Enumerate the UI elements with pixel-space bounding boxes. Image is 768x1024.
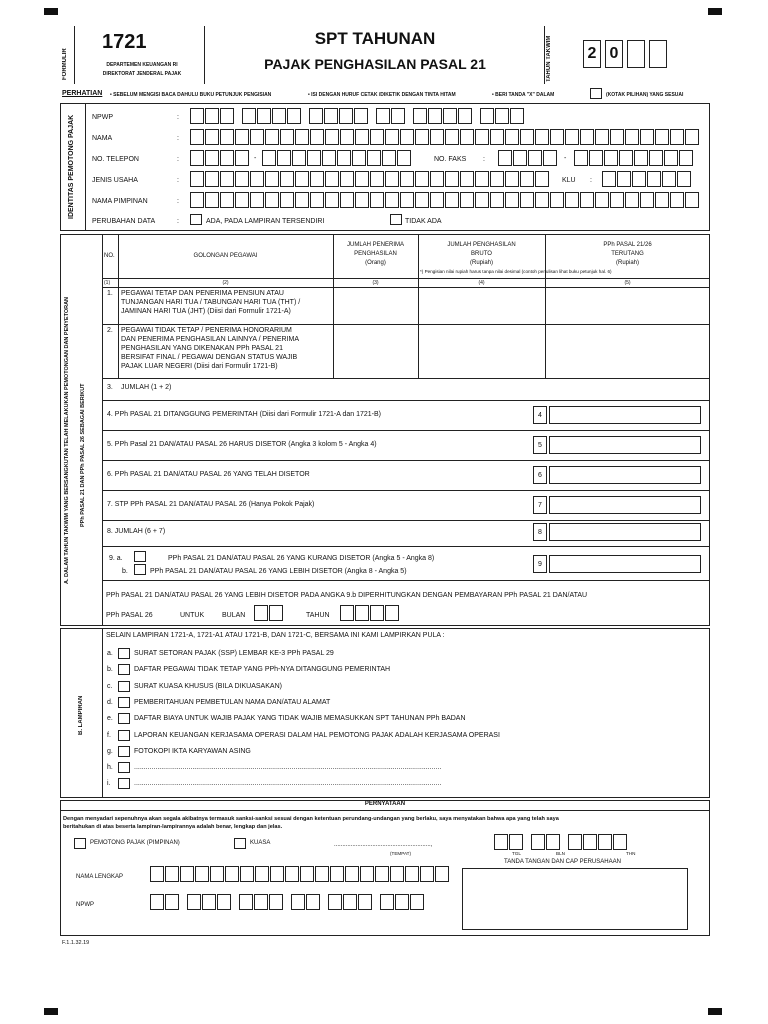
row9a-label: 9. a. (109, 555, 123, 562)
lampiran-item-checkbox[interactable] (118, 713, 130, 724)
row2-no: 2. (107, 327, 113, 334)
row3-text: JUMLAH (1 + 2) (121, 384, 172, 391)
col-penerima-1: JUMLAH PENERIMA (346, 242, 404, 248)
lebih-line1: PPh PASAL 21 DAN/ATAU PASAL 26 YANG LEBIH DISETOR PADA ANGKA 9.b DIPERHITUNGKAN DENGAN PEMBAYARAN PPh PASAL 21 DAN/ATAU (106, 592, 588, 599)
jenis-usaha-field[interactable] (190, 171, 550, 187)
formulir-label: FORMULIR (62, 48, 68, 80)
klu-label: KLU (562, 177, 576, 184)
year-digit-2[interactable] (605, 40, 623, 68)
row4-value[interactable] (549, 406, 701, 424)
tanggal-field[interactable] (494, 834, 628, 850)
telepon-number-field[interactable] (262, 150, 412, 166)
lebih-tahun-field[interactable] (340, 605, 400, 621)
col-pph-2: TERUTANG (611, 251, 644, 257)
ttd-label: TANDA TANGAN DAN CAP PERUSAHAAN (504, 859, 621, 865)
telepon-colon: : (177, 156, 179, 163)
pernyataan-title: PERNYATAAN (364, 801, 406, 807)
perhatian-item1: • SEBELUM MENGISI BACA DAHULU BUKU PETUNJUK PENGISIAN (110, 92, 272, 98)
row2-line2: DAN PENERIMA PENGHASILAN LAINNYA / PENERIMA (121, 336, 300, 343)
jenis-usaha-colon: : (177, 177, 179, 184)
ada-checkbox[interactable] (190, 214, 202, 225)
lampiran-item-key: d. (107, 698, 113, 706)
row9a-checkbox[interactable] (134, 551, 146, 562)
row9b-text: PPh PASAL 21 DAN/ATAU PASAL 26 YANG LEBIH DISETOR (Angka 8 - Angka 5) (150, 568, 407, 575)
pimpinan-field[interactable] (190, 192, 700, 208)
perhatian-sample-checkbox (590, 88, 602, 99)
col-penerima-3: (Orang) (365, 260, 386, 266)
row7-number (533, 496, 547, 514)
lebih-tahun: TAHUN (306, 612, 330, 619)
row7-value[interactable] (549, 496, 701, 514)
col-penghasilan-3: (Rupiah) (469, 260, 493, 266)
lampiran-item-label: FOTOKOPI IKTA KARYAWAN ASING (134, 747, 251, 755)
lampiran-item-label: SURAT KUASA KHUSUS (BILA DIKUASAKAN) (134, 682, 282, 690)
decimal-note: *) Pengisian nilai rupiah harus tanpa nilai desimal (contoh penulisan lihat buku petunjuk hal. 6) (420, 269, 612, 274)
year-digit-3[interactable] (627, 40, 645, 68)
perhatian-item3-text: BERI TANDA "X" DALAM (495, 92, 555, 98)
tahun-takwim-label: TAHUN TAKWIM (546, 35, 552, 82)
pernyataan-npwp-label: NPWP (76, 902, 94, 908)
year-digit-1-value: 2 (587, 45, 597, 62)
row9-number-value: 9 (538, 561, 542, 568)
lampiran-item-label: .............................................................................................................................................................. (134, 780, 442, 788)
row6-number-value: 6 (538, 472, 542, 479)
pimpinan-label: NAMA PIMPINAN (92, 198, 148, 205)
kuasa-label: KUASA (250, 840, 271, 846)
perhatian-label: PERHATIAN (62, 90, 103, 97)
tempat-label: (TEMPAT) (390, 851, 412, 856)
tgl-label: TGL (512, 851, 521, 856)
lampiran-item-checkbox[interactable] (118, 681, 130, 692)
lampiran-item-checkbox[interactable] (118, 730, 130, 741)
klu-colon: : (590, 177, 592, 184)
telepon-dash: - (254, 155, 257, 162)
dept-line1: DEPARTEMEN KEUANGAN RI (106, 62, 178, 68)
nama-field[interactable] (190, 129, 700, 145)
lampiran-item-key: a. (107, 650, 113, 657)
npwp-label: NPWP (92, 114, 113, 121)
ada-label: ADA, PADA LAMPIRAN TERSENDIRI (206, 218, 325, 225)
row5-text: 5. PPh Pasal 21 DAN/ATAU PASAL 26 HARUS DISETOR (Angka 3 kolom 5 - Angka 4) (107, 441, 377, 448)
row8-value[interactable] (549, 523, 701, 541)
pernyataan-npwp-field[interactable] (150, 894, 425, 910)
nama-lengkap-label: NAMA LENGKAP (76, 874, 124, 880)
row1-no: 1. (107, 290, 113, 297)
pernyataan-text2: beritahukan di atas beserta lampiran-lampirannya adalah benar, lengkap dan jelas. (63, 824, 283, 830)
nama-colon: : (177, 135, 179, 142)
lampiran-item-label: DAFTAR PEGAWAI TIDAK TETAP YANG PPh-NYA DITANGGUNG PEMERINTAH (134, 666, 391, 674)
row1-line2: TUNJANGAN HARI TUA / TABUNGAN HARI TUA (THT) / (121, 299, 301, 306)
idx-5: (5) (624, 280, 631, 286)
col-no: NO. (104, 253, 115, 259)
faks-area-field[interactable] (498, 150, 558, 166)
idx-4: (4) (478, 280, 485, 286)
page-subtitle: PAJAK PENGHASILAN PASAL 21 (264, 56, 486, 72)
row7-number-value: 7 (538, 502, 542, 509)
row8-number-value: 8 (538, 529, 542, 536)
row9b-label: b. (122, 568, 128, 575)
perubahan-colon: : (177, 218, 179, 225)
perhatian-item2-text: ISI DENGAN HURUF CETAK /DIKETIK DENGAN TINTA HITAM (311, 92, 456, 98)
row5-value[interactable] (549, 436, 701, 454)
tidak-ada-label: TIDAK ADA (405, 218, 442, 225)
footer-code: F.1.1.32.19 (62, 940, 90, 946)
row4-text: 4. PPh PASAL 21 DITANGGUNG PEMERINTAH (Diisi dari Formulir 1721-A dan 1721-B) (107, 411, 381, 418)
perubahan-label: PERUBAHAN DATA (92, 218, 156, 225)
col-penerima-2: PENGHASILAN (354, 251, 397, 257)
registration-mark-bottom-left (44, 1008, 58, 1015)
row9-value[interactable] (549, 555, 701, 573)
lampiran-item-checkbox[interactable] (118, 664, 130, 675)
idx-2: (2) (222, 280, 229, 286)
row5-number (533, 436, 547, 454)
registration-mark-top-right (708, 8, 722, 15)
row8-number (533, 523, 547, 541)
lampiran-intro: SELAIN LAMPIRAN 1721-A, 1721-A1 ATAU 1721-B, DAN 1721-C, BERSAMA INI KAMI LAMPIRKAN PULA : (106, 632, 445, 639)
lampiran-item-key: i. (107, 780, 111, 788)
registration-mark-top-left (44, 8, 58, 15)
npwp-field[interactable] (190, 108, 525, 124)
faks-label: NO. FAKS (434, 156, 467, 163)
telepon-area-field[interactable] (190, 150, 250, 166)
col-penghasilan-2: BRUTO (471, 251, 492, 257)
lebih-bulan-field[interactable] (254, 605, 284, 621)
row9-number (533, 555, 547, 573)
npwp-colon: : (177, 114, 179, 121)
lampiran-item-key: h. (107, 764, 113, 772)
lebih-untuk: UNTUK (180, 612, 205, 619)
form-header (60, 26, 710, 84)
telepon-label: NO. TELEPON (92, 156, 139, 163)
faks-colon: : (483, 156, 485, 163)
row4-number-value: 4 (538, 412, 542, 419)
perhatian-item3b: (KOTAK PILIHAN) YANG SESUAI (606, 92, 684, 98)
lampiran-item-checkbox[interactable] (118, 778, 130, 789)
col-pph-1: PPh PASAL 21/26 (603, 242, 652, 248)
row1-line3: JAMINAN HARI TUA (JHT) (Diisi dari Formulir 1721-A) (121, 308, 291, 315)
form-number: 1721 (102, 31, 147, 53)
row4-number (533, 406, 547, 424)
lampiran-item-label: LAPORAN KEUANGAN KERJASAMA OPERASI DALAM HAL PEMOTONG PAJAK ADALAH KERJASAMA OPERASI (134, 731, 500, 739)
section-b-side-label: B. LAMPIRAN (78, 695, 84, 735)
lampiran-item-checkbox[interactable] (118, 697, 130, 708)
row6-text: 6. PPh PASAL 21 DAN/ATAU PASAL 26 YANG TELAH DISETOR (107, 471, 310, 478)
row9a-text: PPh PASAL 21 DAN/ATAU PASAL 26 YANG KURANG DISETOR (Angka 5 - Angka 8) (168, 555, 435, 562)
pemotong-checkbox[interactable] (74, 838, 86, 849)
row9b-checkbox[interactable] (134, 564, 146, 575)
row2-line3: PENGHASILAN YANG DIKENAKAN PPh PASAL 21 (121, 345, 283, 352)
row2-line5: PAJAK LUAR NEGERI (Diisi dari Formulir 1721-B) (121, 363, 278, 370)
pimpinan-colon: : (177, 198, 179, 205)
pernyataan-text1: Dengan menyadari sepenuhnya akan segala akibatnya termasuk sanksi-sanksi sesuai dengan ketentuan perundang-undangan yang berlaku, saya menyatakan bahwa apa yang telah saya (63, 816, 559, 822)
klu-field[interactable] (602, 171, 692, 187)
lampiran-item-key: e. (107, 715, 113, 723)
bln-label: BLN (556, 851, 565, 856)
lampiran-item-key: b. (107, 666, 113, 674)
row2-line1: PEGAWAI TIDAK TETAP / PENERIMA HONORARIUM (121, 327, 292, 334)
nama-lengkap-field[interactable] (150, 866, 450, 882)
faks-dash: - (564, 155, 567, 162)
idx-1: (1) (104, 280, 111, 286)
row5-number-value: 5 (538, 442, 542, 449)
dept-line2: DIREKTORAT JENDERAL PAJAK (102, 71, 182, 77)
tempat-dots[interactable]: .........................................................., (334, 842, 433, 848)
year-digit-2-value: 0 (609, 45, 619, 62)
lebih-pph26: PPh PASAL 26 (106, 612, 153, 619)
signature-box[interactable] (462, 868, 688, 930)
faks-number-field[interactable] (574, 150, 694, 166)
lampiran-item-key: g. (107, 747, 113, 755)
col-pph-3: (Rupiah) (615, 260, 639, 266)
perhatian-item2: • ISI DENGAN HURUF CETAK /DIKETIK DENGAN TINTA HITAM (308, 92, 456, 98)
col-golongan: GOLONGAN PEGAWAI (193, 253, 258, 259)
lampiran-item-label: .............................................................................................................................................................. (134, 764, 442, 772)
lampiran-item-label: PEMBERITAHUAN PEMBETULAN NAMA DAN/ATAU ALAMAT (134, 698, 331, 706)
row2-line4: BERSIFAT FINAL / PEGAWAI DENGAN STATUS WAJIB (121, 354, 298, 361)
thn-label: THN (626, 851, 636, 856)
row6-value[interactable] (549, 466, 701, 484)
perhatian-item1-text: SEBELUM MENGISI BACA DAHULU BUKU PETUNJUK PENGISIAN (113, 92, 272, 98)
year-digit-4[interactable] (649, 40, 667, 68)
section-a-side-label-1: A. DALAM TAHUN TAKWIM YANG BERSANGKUTAN TELAH MELAKUKAN PEMOTONGAN DAN PENYETORAN (64, 296, 70, 584)
lampiran-item-key: c. (107, 682, 113, 690)
kuasa-checkbox[interactable] (234, 838, 246, 849)
idx-3: (3) (372, 280, 379, 286)
tidak-ada-checkbox[interactable] (390, 214, 402, 225)
lampiran-item-checkbox[interactable] (118, 762, 130, 773)
perhatian-bar (60, 88, 710, 101)
col-penghasilan-1: JUMLAH PENGHASILAN (447, 242, 516, 248)
year-digit-1[interactable] (583, 40, 601, 68)
lebih-bulan: BULAN (222, 612, 246, 619)
lampiran-item-key: f. (107, 731, 111, 739)
lampiran-item-checkbox[interactable] (118, 648, 130, 659)
nama-label: NAMA (92, 135, 113, 142)
perhatian-item3: • BERI TANDA "X" DALAM (492, 92, 555, 98)
jenis-usaha-label: JENIS USAHA (92, 177, 138, 184)
section-a-side-label-2: PPh PASAL 21 DAN PPh PASAL 26 SEBAGAI BERIKUT (80, 383, 86, 527)
identitas-section-label: IDENTITAS PEMOTONG PAJAK (68, 114, 75, 220)
row6-number (533, 466, 547, 484)
lampiran-item-label: DAFTAR BIAYA UNTUK WAJIB PAJAK YANG TIDAK WAJIB MEMASUKKAN SPT TAHUNAN PPh BADAN (134, 715, 466, 723)
row7-text: 7. STP PPh PASAL 21 DAN/ATAU PASAL 26 (Hanya Pokok Pajak) (107, 501, 315, 508)
lampiran-item-checkbox[interactable] (118, 746, 130, 757)
page-title: SPT TAHUNAN (314, 29, 436, 48)
row1-line1: PEGAWAI TETAP DAN PENERIMA PENSIUN ATAU (121, 290, 284, 297)
pemotong-label: PEMOTONG PAJAK (PIMPINAN) (90, 840, 180, 846)
registration-mark-bottom-right (708, 1008, 722, 1015)
row3-no: 3. (107, 384, 113, 391)
row8-text: 8. JUMLAH (6 + 7) (107, 528, 166, 535)
lampiran-item-label: SURAT SETORAN PAJAK (SSP) LEMBAR KE-3 PPh PASAL 29 (134, 650, 334, 657)
